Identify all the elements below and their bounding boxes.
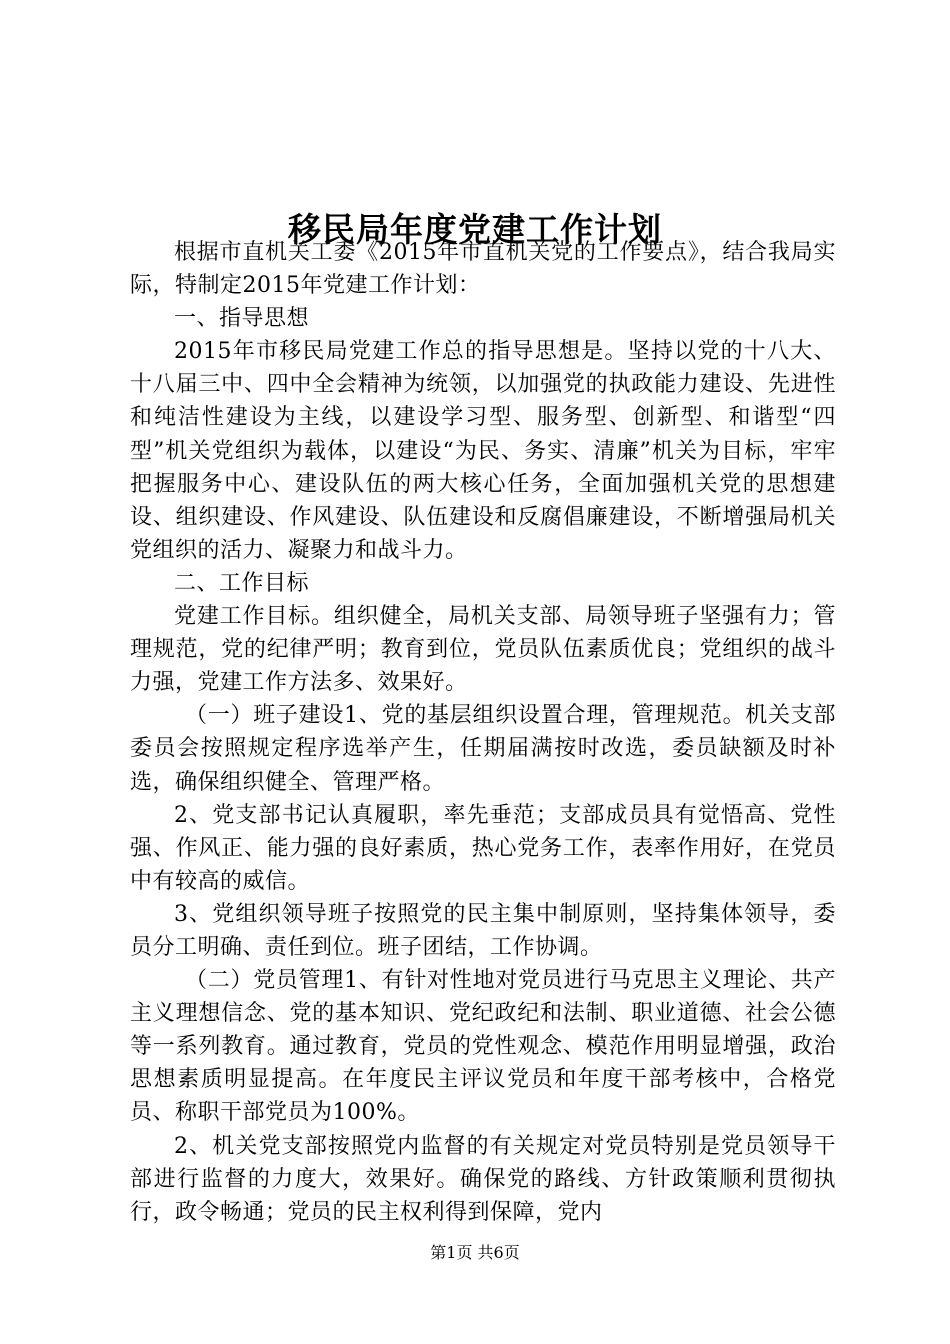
leadership-team-paragraph: 3、党组织领导班子按照党的民主集中制原则，坚持集体领导，委员分工明确、责任到位。班子团结，工作协调。: [130, 901, 836, 960]
supervision-paragraph: 2、机关党支部按照党内监督的有关规定对党员特别是党员领导干部进行监督的力度大，效果好。确保党的路线、方针政策顺利贯彻执行，政令畅通；党员的民主权利得到保障，党内: [130, 1133, 836, 1225]
document-title: 移民局年度党建工作计划: [288, 210, 662, 250]
page-footer: 第1页 共6页: [430, 1243, 520, 1262]
intro-paragraph: 根据市直机关工委《2015年市直机关党的工作要点》，结合我局实际，特制定2015年党建工作计划：: [130, 240, 836, 299]
section-heading-work-goals: 二、工作目标: [174, 570, 310, 596]
branch-secretary-paragraph: 2、党支部书记认真履职，率先垂范；支部成员具有觉悟高、党性强、作风正、能力强的良好素质，热心党务工作，表率作用好，在党员中有较高的威信。: [130, 802, 836, 894]
team-building-paragraph: （一）班子建设1、党的基层组织设置合理，管理规范。机关支部委员会按照规定程序选举产生，任期届满按时改选，委员缺额及时补选，确保组织健全、管理严格。: [130, 703, 836, 795]
document-body: [130, 236, 836, 1229]
section-heading-guiding-ideology: 一、指导思想: [174, 306, 310, 332]
member-management-paragraph: （二）党员管理1、有针对性地对党员进行马克思主义理论、共产主义理想信念、党的基本知识、党纪政纪和法制、职业道德、社会公德等一系列教育。通过教育，党员的党性观念、模范作用明显增强，政治思想素质明显提高。在年度民主评议党员和年度干部考核中，合格党员、称职干部党员为100%。: [130, 968, 836, 1126]
guiding-ideology-paragraph: 2015年市移民局党建工作总的指导思想是。坚持以党的十八大、十八届三中、四中全会精神为统领，以加强党的执政能力建设、先进性和纯洁性建设为主线，以建设学习型、服务型、创新型、和谐型“四型”机关党组织为载体，以建设“为民、务实、清廉”机关为目标，牢牢把握服务中心、建设队伍的两大核心任务，全面加强机关党的思想建设、组织建设、作风建设、队伍建设和反腐倡廉建设，不断增强局机关党组织的活力、凝聚力和战斗力。: [130, 339, 836, 563]
work-goals-paragraph: 党建工作目标。组织健全，局机关支部、局领导班子坚强有力；管理规范，党的纪律严明；教育到位，党员队伍素质优良；党组织的战斗力强，党建工作方法多、效果好。: [130, 604, 836, 696]
